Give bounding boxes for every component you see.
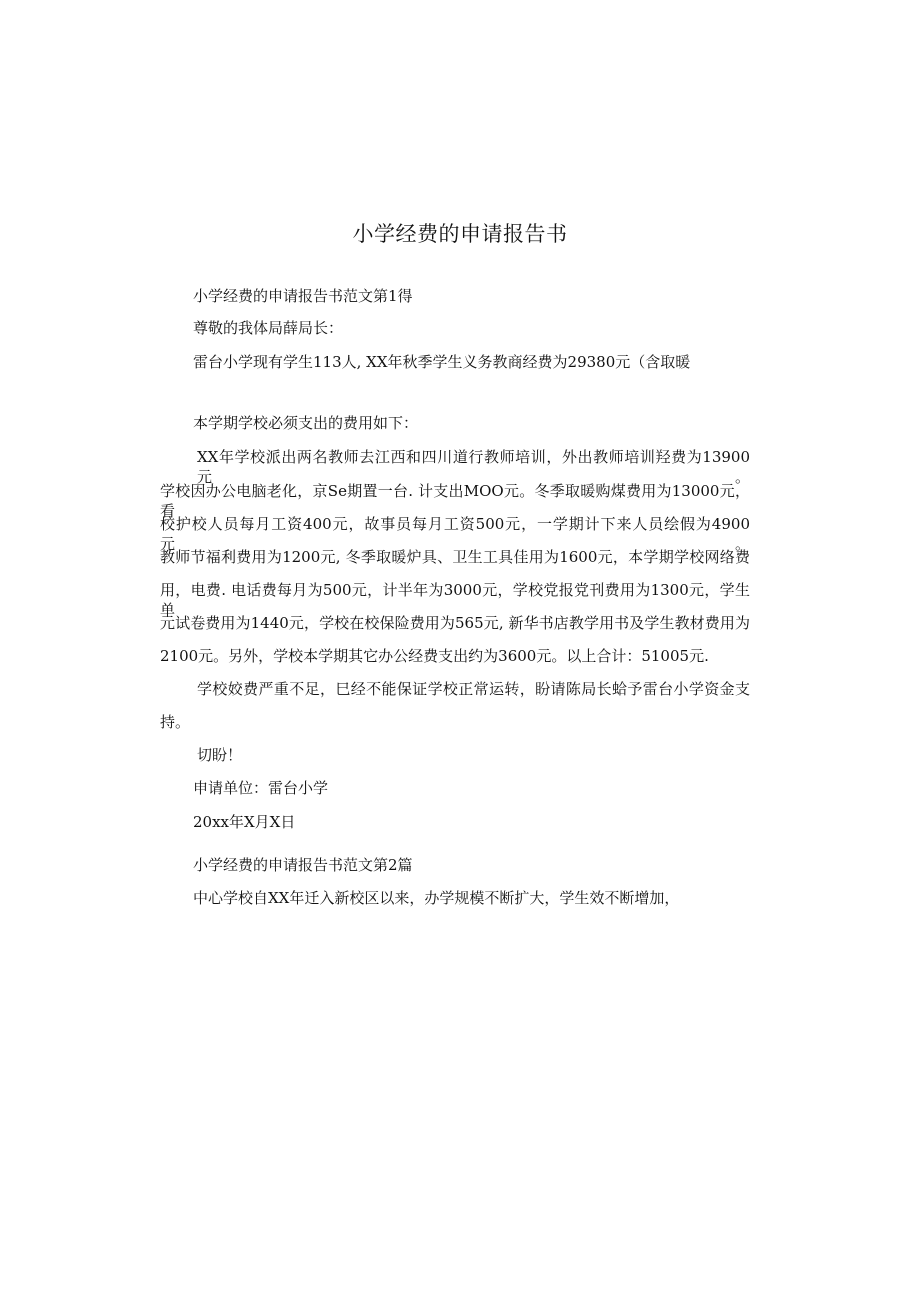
paragraph-expenses-line: 用，电费. 电话费每月为500元，计半年为3000元，学校党报党刊费用为1300元，学生单 [160, 581, 750, 619]
closing-phrase: 切盼！ [197, 746, 243, 764]
paragraph-expenses-line: XX年学校派出两名教师去江西和四川道行教师培训，外出教师培训羟费为13900元。 [197, 448, 750, 486]
document-title: 小学经费的申请报告书 [352, 222, 568, 246]
paragraph-expenses-line: 教师节福利费用为1200元, 冬季取暖炉具、卫生工具佳用为1600元，本学期学校网络费 [160, 548, 750, 566]
paragraph-expenses-line: 校护校人员每月工资400元，故事员每月工资500元，一学期计下来人员绘假为4900元。 [160, 515, 750, 553]
paragraph-section-2: 中心学校自XX年迁入新校区以来，办学规模不断扩大，学生效不断增加， [193, 889, 680, 907]
salutation: 尊敬的我体局薛局长： [193, 319, 344, 337]
paragraph-request-line: 持。 [160, 713, 191, 731]
document-date: 20xx年X月X日 [193, 813, 296, 831]
paragraph-expenses-line: 元试卷费用为1440元，学校在校保险费用为565元, 新华书店教学用书及学生教材费用为 [160, 614, 750, 632]
section-heading-1: 小学经费的申请报告书范文第1得 [193, 287, 413, 305]
paragraph-expenses-heading: 本学期学校必须支出的费用如下： [193, 414, 419, 432]
section-heading-2: 小学经费的申请报告书范文第2篇 [193, 856, 413, 874]
paragraph-request-line: 学校姣费严重不足，巳经不能保证学校正常运转，盼请陈局长蛤予雷台小学资金支 [197, 680, 750, 698]
paragraph-intro: 雷台小学现有学生113人, XX年秋季学生义务教商经费为29380元（含取暖 [193, 353, 691, 371]
applicant-unit: 申请单位：雷台小学 [193, 779, 329, 797]
paragraph-expenses-line: 学校因办公电脑老化，京Se期置一台. 计支出MOO元。冬季取暖购煤费用为13000元，看 [160, 482, 750, 520]
paragraph-expenses-line: 2100元。另外，学校本学期其它办公经费支出约为3600元。以上合计：51005元. [160, 647, 709, 665]
